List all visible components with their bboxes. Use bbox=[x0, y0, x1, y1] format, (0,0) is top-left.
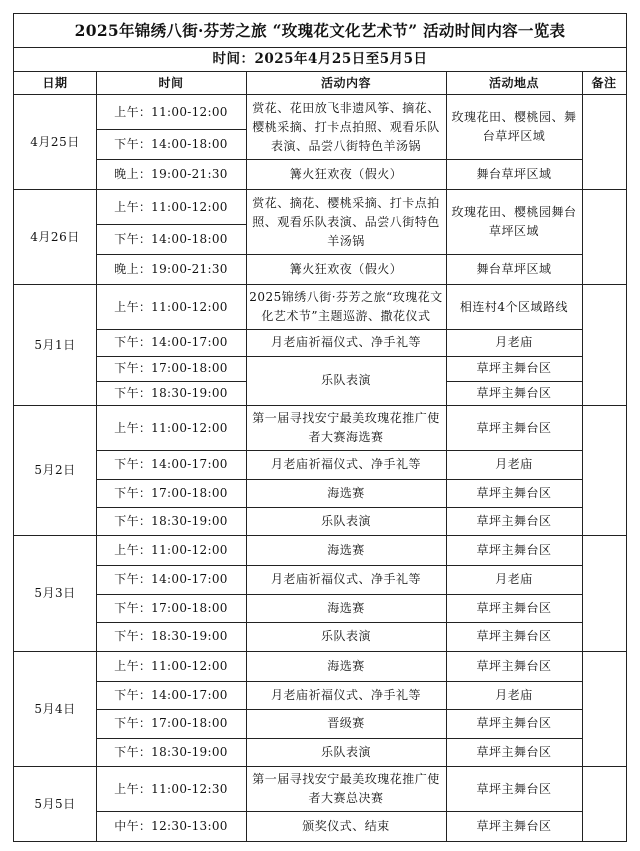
location-cell: 草坪主舞台区 bbox=[476, 781, 552, 796]
location-cell: 草坪主舞台区 bbox=[476, 716, 552, 730]
time-cell: 下午：14:00-18:00 bbox=[114, 231, 228, 246]
row-divider bbox=[96, 709, 582, 710]
time-cell: 上午：11:00-12:00 bbox=[114, 299, 228, 314]
time-cell: 上午：11:00-12:00 bbox=[114, 420, 228, 435]
content-cell: 海选赛 bbox=[327, 659, 365, 673]
location-cell: 草坪主舞台区 bbox=[476, 629, 552, 643]
content-cell: 乐队表演 bbox=[320, 744, 371, 759]
row-divider bbox=[446, 381, 582, 382]
table-border bbox=[13, 13, 14, 842]
note-cell bbox=[582, 652, 626, 766]
row-divider bbox=[96, 381, 246, 382]
header-location: 活动地点 bbox=[488, 75, 539, 90]
row-divider bbox=[13, 766, 627, 767]
row-divider bbox=[96, 565, 582, 566]
location-cell: 草坪主舞台区 bbox=[476, 513, 552, 528]
header-date: 日期 bbox=[42, 75, 68, 90]
location-cell: 草坪主舞台区 bbox=[476, 600, 552, 615]
location-cell: 舞台草坪区域 bbox=[476, 261, 552, 276]
location-cell: 舞台草坪区域 bbox=[476, 166, 552, 181]
time-cell: 下午：14:00-17:00 bbox=[114, 457, 228, 471]
content-cell: 月老庙祈福仪式、净手礼等 bbox=[270, 572, 421, 586]
table-title: 2025年锦绣八街·芬芳之旅 “玫瑰花文化艺术节” 活动时间内容一览表 bbox=[74, 20, 566, 40]
content-cell: 赏花、花田放飞非遗风筝、摘花、樱桃采摘、打卡点拍照、观看乐队表演、品尝八街特色羊汤锅 bbox=[252, 100, 440, 153]
time-cell: 下午：14:00-18:00 bbox=[114, 136, 228, 151]
date-cell: 4月25日 bbox=[30, 134, 80, 149]
location-cell: 草坪主舞台区 bbox=[476, 744, 552, 759]
content-cell: 赏花、摘花、樱桃采摘、打卡点拍照、观看乐队表演、品尝八街特色羊汤锅 bbox=[252, 195, 440, 248]
time-cell: 上午：11:00-12:00 bbox=[114, 104, 228, 119]
note-cell bbox=[582, 95, 626, 189]
table-border bbox=[626, 13, 627, 842]
content-cell: 月老庙祈福仪式、净手礼等 bbox=[270, 335, 421, 349]
row-divider bbox=[13, 71, 627, 72]
note-cell bbox=[582, 536, 626, 651]
row-divider bbox=[96, 159, 582, 160]
row-divider bbox=[13, 651, 627, 652]
row-divider bbox=[96, 738, 582, 739]
time-cell: 上午：11:00-12:00 bbox=[114, 199, 228, 214]
time-cell: 下午：17:00-18:00 bbox=[114, 716, 228, 730]
row-divider bbox=[96, 594, 582, 595]
column-divider bbox=[582, 71, 583, 842]
header-time: 时间 bbox=[158, 75, 184, 90]
date-cell: 5月1日 bbox=[34, 337, 76, 352]
location-cell: 月老庙 bbox=[495, 335, 533, 349]
column-divider bbox=[446, 71, 447, 842]
content-cell: 颁奖仪式、结束 bbox=[302, 818, 390, 833]
row-divider bbox=[13, 284, 627, 285]
row-divider bbox=[13, 535, 627, 536]
location-cell: 月老庙 bbox=[495, 457, 533, 471]
location-cell: 草坪主舞台区 bbox=[476, 543, 552, 557]
note-cell bbox=[582, 406, 626, 535]
location-cell: 玫瑰花田、樱桃园、舞台草坪区域 bbox=[451, 110, 577, 143]
date-cell: 5月5日 bbox=[34, 796, 76, 811]
content-cell: 第一届寻找安宁最美玫瑰花推广使者大赛总决赛 bbox=[252, 772, 440, 805]
time-cell: 下午：18:30-19:00 bbox=[114, 385, 228, 400]
date-cell: 5月4日 bbox=[34, 701, 76, 716]
content-cell: 乐队表演 bbox=[320, 513, 371, 528]
header-content: 活动内容 bbox=[320, 75, 371, 90]
location-cell: 草坪主舞台区 bbox=[476, 659, 552, 673]
time-cell: 上午：11:00-12:00 bbox=[114, 659, 228, 673]
time-cell: 下午：18:30-19:00 bbox=[114, 744, 228, 759]
time-cell: 下午：17:00-18:00 bbox=[114, 361, 228, 375]
time-cell: 上午：11:00-12:00 bbox=[114, 543, 228, 557]
time-cell: 下午：14:00-17:00 bbox=[114, 687, 228, 702]
row-divider bbox=[96, 622, 582, 623]
location-cell: 草坪主舞台区 bbox=[476, 485, 552, 500]
time-cell: 下午：18:30-19:00 bbox=[114, 513, 228, 528]
content-cell: 2025锦绣八街·芬芳之旅“玫瑰花文化艺术节”主题巡游、撒花仪式 bbox=[249, 290, 443, 323]
row-divider bbox=[13, 189, 627, 190]
content-cell: 海选赛 bbox=[327, 485, 365, 500]
content-cell: 乐队表演 bbox=[320, 629, 371, 643]
column-divider bbox=[96, 71, 97, 842]
row-divider bbox=[13, 405, 627, 406]
row-divider bbox=[96, 329, 582, 330]
date-cell: 4月26日 bbox=[30, 229, 80, 244]
table-border bbox=[13, 841, 627, 842]
time-cell: 上午：11:00-12:30 bbox=[114, 781, 228, 796]
time-cell: 下午：17:00-18:00 bbox=[114, 600, 228, 615]
row-divider bbox=[96, 450, 582, 451]
location-cell: 草坪主舞台区 bbox=[476, 385, 552, 400]
table-subtitle: 时间：2025年4月25日至5月5日 bbox=[212, 50, 428, 67]
row-divider bbox=[96, 254, 582, 255]
note-cell bbox=[582, 190, 626, 284]
time-cell: 晚上：19:00-21:30 bbox=[114, 166, 228, 181]
header-note: 备注 bbox=[591, 75, 617, 90]
location-cell: 玫瑰花田、樱桃园舞台草坪区域 bbox=[451, 205, 577, 238]
time-cell: 下午：17:00-18:00 bbox=[114, 485, 228, 500]
time-cell: 晚上：19:00-21:30 bbox=[114, 261, 228, 276]
row-divider bbox=[96, 224, 246, 225]
content-cell: 月老庙祈福仪式、净手礼等 bbox=[270, 687, 421, 702]
row-divider bbox=[96, 811, 582, 812]
content-cell: 月老庙祈福仪式、净手礼等 bbox=[270, 457, 421, 471]
content-cell: 篝火狂欢夜（假火） bbox=[289, 166, 403, 181]
location-cell: 相连村4个区域路线 bbox=[459, 299, 569, 314]
content-cell: 海选赛 bbox=[327, 600, 365, 615]
location-cell: 草坪主舞台区 bbox=[476, 361, 552, 375]
row-divider bbox=[96, 129, 246, 130]
row-divider bbox=[96, 681, 582, 682]
note-cell bbox=[582, 767, 626, 841]
row-divider bbox=[96, 479, 582, 480]
date-cell: 5月2日 bbox=[34, 463, 76, 477]
time-cell: 下午：14:00-17:00 bbox=[114, 335, 228, 349]
table-border bbox=[13, 13, 627, 14]
date-cell: 5月3日 bbox=[34, 586, 76, 600]
content-cell: 海选赛 bbox=[327, 543, 365, 557]
row-divider bbox=[13, 94, 627, 95]
location-cell: 草坪主舞台区 bbox=[476, 818, 552, 833]
location-cell: 月老庙 bbox=[495, 687, 533, 702]
note-cell bbox=[582, 285, 626, 405]
time-cell: 中午：12:30-13:00 bbox=[114, 818, 228, 833]
row-divider bbox=[13, 47, 627, 48]
content-cell: 篝火狂欢夜（假火） bbox=[289, 261, 403, 276]
time-cell: 下午：18:30-19:00 bbox=[114, 629, 228, 643]
row-divider bbox=[96, 356, 582, 357]
location-cell: 月老庙 bbox=[495, 572, 533, 586]
time-cell: 下午：14:00-17:00 bbox=[114, 572, 228, 586]
content-cell: 晋级赛 bbox=[327, 716, 365, 730]
row-divider bbox=[96, 507, 582, 508]
location-cell: 草坪主舞台区 bbox=[476, 420, 552, 435]
content-cell: 第一届寻找安宁最美玫瑰花推广使者大赛海选赛 bbox=[252, 411, 440, 444]
content-cell: 乐队表演 bbox=[320, 373, 371, 387]
column-divider bbox=[246, 71, 247, 842]
